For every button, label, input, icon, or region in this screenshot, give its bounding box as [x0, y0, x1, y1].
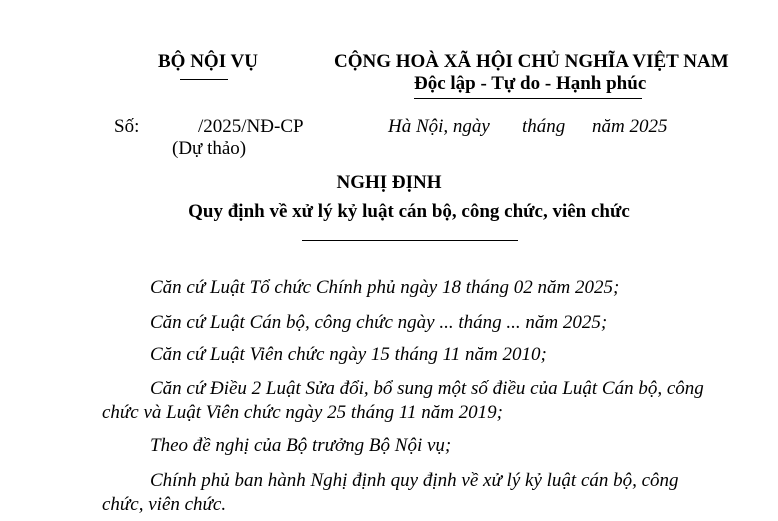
national-motto: Độc lập - Tự do - Hạnh phúc [414, 73, 647, 94]
date-year-label: năm 2025 [592, 116, 668, 137]
country-name: CỘNG HOÀ XÃ HỘI CHỦ NGHĨA VIỆT NAM [334, 51, 729, 72]
motto-underline [414, 98, 642, 99]
paragraph-proposal [102, 434, 724, 458]
paragraph-text: Theo đề nghị của Bộ trưởng Bộ Nội vụ; [150, 435, 452, 456]
ministry-underline [180, 79, 228, 80]
ministry-name: BỘ NỘI VỤ [158, 51, 258, 72]
paragraph-basis-1 [102, 276, 724, 300]
paragraph-text: Căn cứ Luật Cán bộ, công chức ngày ... tháng ... năm 2025; [150, 312, 608, 333]
paragraph-basis-2 [102, 311, 724, 335]
paragraph-basis-4 [102, 377, 724, 425]
date-month-label: tháng [522, 116, 566, 137]
document-number: /2025/NĐ-CP [198, 116, 304, 137]
paragraph-text: Chính phủ ban hành Nghị định quy định về xử lý kỷ luật cán bộ, công chức, viên chức. [102, 470, 679, 515]
paragraph-text: Căn cứ Luật Viên chức ngày 15 tháng 11 năm 2010; [150, 344, 547, 365]
draft-note: (Dự thảo) [172, 138, 247, 159]
document-number-label: Số: [114, 116, 140, 137]
document-title: NGHỊ ĐỊNH [336, 172, 442, 193]
paragraph-text: Căn cứ Luật Tổ chức Chính phủ ngày 18 tháng 02 năm 2025; [150, 277, 620, 298]
paragraph-basis-3 [102, 343, 724, 367]
title-underline [302, 240, 518, 241]
paragraph-text: Căn cứ Điều 2 Luật Sửa đổi, bổ sung một số điều của Luật Cán bộ, công chức và Luật Viên chức ngày 25 tháng 11 năm 2019; [102, 378, 704, 423]
paragraph-promulgation [102, 469, 724, 517]
place-date: Hà Nội, ngày [388, 116, 490, 137]
document-subtitle: Quy định về xử lý kỷ luật cán bộ, công chức, viên chức [188, 201, 630, 222]
